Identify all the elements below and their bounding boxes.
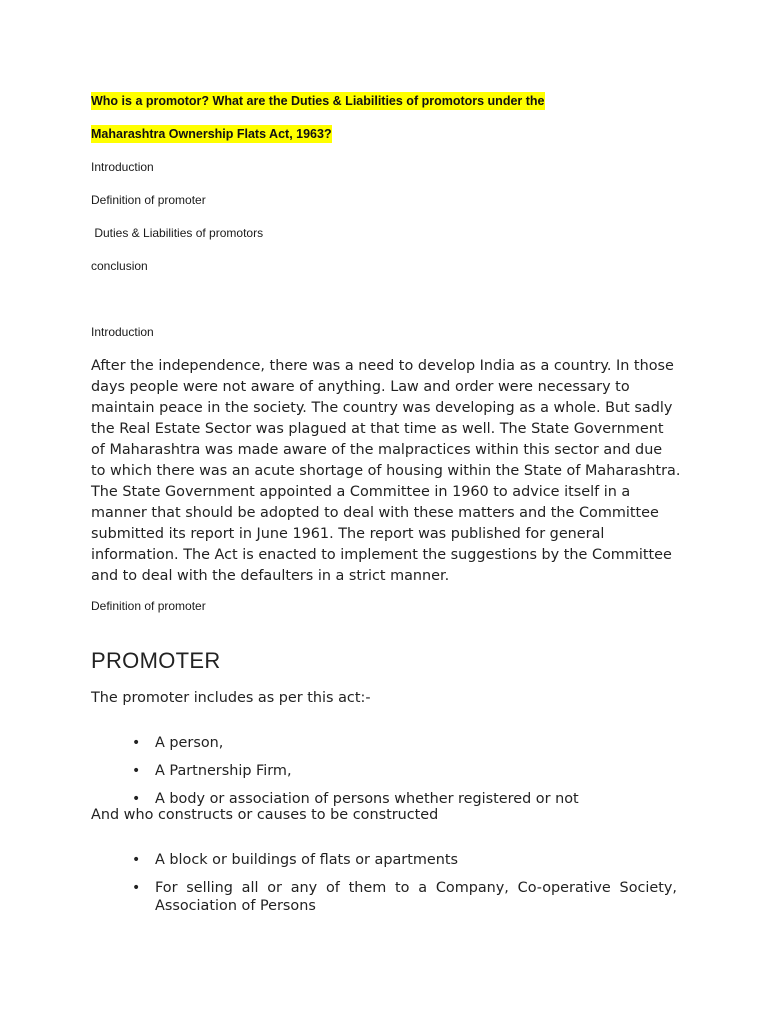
list-item-text: A Partnership Firm, (155, 763, 292, 779)
document-title-line-2 (91, 127, 332, 141)
list-item-text: A block or buildings of flats or apartments (155, 852, 458, 868)
bullet-icon: • (132, 763, 141, 779)
toc-item-duties: Duties & Liabilities of promotors (91, 226, 264, 240)
toc-item-introduction: Introduction (91, 160, 154, 174)
toc-item-definition: Definition of promoter (91, 193, 206, 207)
title-highlight-2: Maharashtra Ownership Flats Act, 1963? (91, 127, 332, 141)
introduction-paragraph: After the independence, there was a need to develop India as a country. In those days people were not aware of anything. Law and order were necessary to maintain peace in the society. The country was developing as a whole. But sadly the Real Estate Sector was plagued at that time as well. The State Government of Maharashtra was made aware of the malpractices within this sector and due to which there was an acute shortage of housing within the State of Maharashtra. The State Government appointed a Committee in 1960 to advice itself in a manner that should be adopted to deal with these matters and the Committee submitted its report in June 1961. The report was published for general information. The Act is enacted to implement the suggestions by the Committee and to deal with the defaulters in a strict manner. (91, 358, 681, 584)
list-item-text: For selling all or any of them to a Company, Co-operative Society, Association of Persons (155, 880, 677, 914)
document-title-line-1 (91, 94, 545, 108)
list-item-text: A body or association of persons whether registered or not (155, 791, 579, 807)
section-label-introduction: Introduction (91, 325, 154, 339)
title-highlight-1: Who is a promotor? What are the Duties & Liabilities of promotors under the (91, 94, 545, 108)
list-item-text: A person, (155, 735, 224, 751)
toc-item-conclusion: conclusion (91, 259, 148, 273)
connector-text: And who constructs or causes to be constructed (91, 807, 439, 823)
bullet-icon: • (132, 791, 141, 807)
promoter-lead-text: The promoter includes as per this act:- (91, 690, 371, 706)
bullet-icon: • (132, 735, 141, 751)
promoter-heading: PROMOTER (91, 648, 221, 673)
section-label-definition: Definition of promoter (91, 599, 206, 613)
bullet-icon: • (132, 852, 141, 868)
bullet-icon: • (132, 880, 141, 896)
